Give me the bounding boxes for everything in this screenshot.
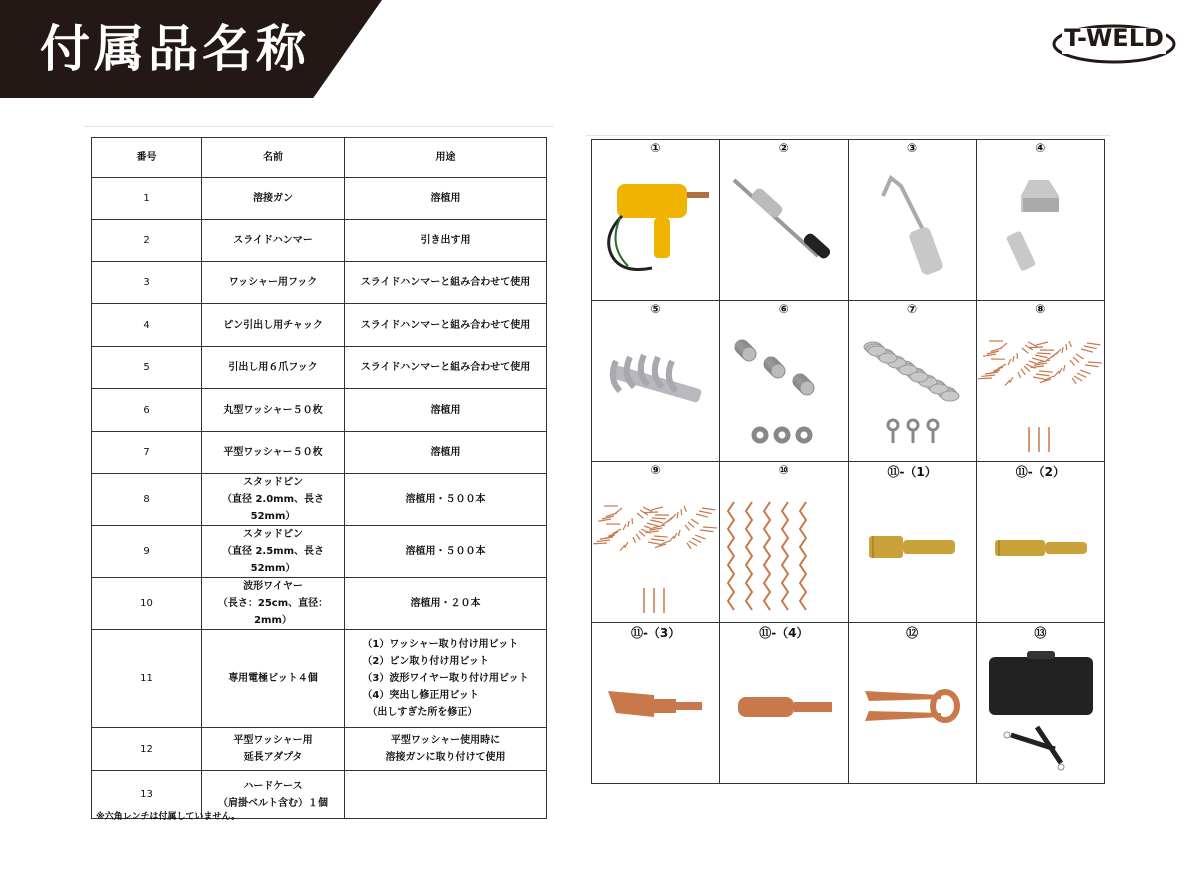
usage-line: 溶植用 [430, 447, 461, 458]
usage-line: 平型ワッシャー使用時に [390, 735, 501, 746]
table-row [92, 178, 547, 220]
electrode-bit-icon [720, 639, 847, 783]
accessory-photo-cell [977, 462, 1105, 623]
photo-label: ⑪-（2） [1015, 465, 1066, 479]
table-row [92, 578, 547, 630]
table-row [92, 220, 547, 262]
row-name [202, 526, 345, 578]
page-title: 付属品名称 [40, 20, 310, 78]
name-line: 平型ワッシャー５０枚 [223, 447, 323, 458]
divider [84, 126, 554, 127]
name-line: ピン引出し用チャック [223, 319, 323, 331]
table-header-row [92, 138, 547, 178]
name-line: 平型ワッシャー用 [233, 735, 313, 746]
row-name [202, 432, 345, 474]
usage-line: スライドハンマーと組み合わせて使用 [360, 362, 531, 373]
row-usage [345, 347, 547, 389]
name-line: 波形ワイヤー [243, 581, 303, 592]
table-row [92, 262, 547, 304]
row-number: 12 [92, 728, 202, 771]
wave-wire-icon [720, 478, 847, 622]
row-number: 13 [92, 771, 202, 819]
row-name [202, 474, 345, 526]
usage-line: 溶植用・２０本 [410, 598, 481, 609]
usage-line: 溶植用・５００本 [405, 546, 486, 557]
table-row [92, 728, 547, 771]
usage-line: スライドハンマーと組み合わせて使用 [360, 319, 531, 331]
footnote: ※六角レンチは付属していません。 [96, 812, 241, 822]
accessory-photo-cell [977, 301, 1105, 462]
row-usage [345, 304, 547, 347]
accessory-table [91, 137, 547, 819]
name-line: （直径 2.5mm、長さ 52mm） [221, 546, 325, 574]
pin-chuck-icon [977, 156, 1104, 300]
table-row [92, 304, 547, 347]
row-name [202, 178, 345, 220]
accessory-photo-cell [720, 301, 848, 462]
name-line: スライドハンマー [233, 235, 313, 246]
photo-label: ⑬ [1034, 626, 1047, 640]
row-number: 5 [92, 347, 202, 389]
usage-list-item: （3）波形ワイヤー取り付け用ビット [362, 673, 529, 684]
usage-list-item: （出しすぎた所を修正） [362, 707, 478, 718]
usage-line: 溶植用 [430, 404, 461, 416]
usage-line: 溶植用・５００本 [405, 494, 486, 505]
photo-label: ③ [907, 141, 918, 155]
row-name [202, 578, 345, 630]
table-row [92, 526, 547, 578]
row-usage [345, 771, 547, 819]
row-name [202, 630, 345, 728]
row-name [202, 389, 345, 432]
photo-label: ⑦ [907, 302, 918, 316]
usage-line: 溶接ガンに取り付けて使用 [385, 752, 506, 763]
photo-label: ⑨ [650, 463, 661, 477]
accessory-photo-cell [849, 623, 977, 784]
accessory-photo-cell [977, 140, 1105, 301]
row-usage [345, 389, 547, 432]
flat-washers-icon [849, 317, 976, 461]
row-number: 2 [92, 220, 202, 262]
row-name [202, 728, 345, 771]
row-usage [345, 728, 547, 771]
usage-line: 溶植用 [430, 193, 461, 204]
accessory-photo-cell [720, 140, 848, 301]
row-usage [345, 432, 547, 474]
accessory-photo-cell [592, 462, 720, 623]
name-line: 延長アダプタ [243, 752, 303, 763]
welding-gun-icon [592, 156, 719, 300]
slide-hammer-icon [720, 156, 847, 300]
photo-label: ⑪-（3） [630, 626, 681, 640]
accessory-photo-cell [849, 462, 977, 623]
header-number: 番号 [92, 138, 202, 178]
name-line: （肩掛ベルト含む）１個 [218, 797, 328, 809]
row-number: 11 [92, 630, 202, 728]
usage-line: スライドハンマーと組み合わせて使用 [360, 277, 531, 288]
logo-text: T-WELD [1064, 24, 1164, 52]
table-row [92, 347, 547, 389]
row-usage [345, 262, 547, 304]
row-number: 3 [92, 262, 202, 304]
row-usage [345, 630, 547, 728]
photo-label: ④ [1035, 141, 1046, 155]
accessory-photo-cell [720, 462, 848, 623]
six-claw-hook-icon [592, 317, 719, 461]
row-number: 10 [92, 578, 202, 630]
accessory-photo-cell [592, 301, 720, 462]
round-washers-icon [720, 317, 847, 461]
row-name [202, 262, 345, 304]
electrode-bit-icon [849, 478, 976, 622]
row-number: 7 [92, 432, 202, 474]
usage-list-item: （2）ピン取り付け用ビット [362, 656, 489, 667]
photo-label: ⑫ [906, 626, 919, 640]
adapter-icon [849, 639, 976, 783]
brand-logo [1052, 22, 1176, 66]
usage-list-item: （4）突出し修正用ビット [362, 690, 479, 701]
stud-pins-icon [592, 478, 719, 622]
name-line: ワッシャー用フック [228, 277, 318, 288]
washer-hook-icon [849, 156, 976, 300]
electrode-bit-icon [977, 478, 1104, 622]
usage-line: 引き出す用 [420, 235, 471, 246]
name-line: 引出し用６爪フック [228, 362, 318, 373]
table-row [92, 474, 547, 526]
accessory-photo-cell [849, 301, 977, 462]
name-line: スタッドピン [243, 529, 303, 540]
header-usage: 用途 [345, 138, 547, 178]
usage-list-item: （1）ワッシャー取り付け用ビット [362, 639, 519, 650]
row-number: 4 [92, 304, 202, 347]
hard-case-icon [977, 639, 1104, 783]
row-usage [345, 220, 547, 262]
row-number: 9 [92, 526, 202, 578]
table-row [92, 389, 547, 432]
row-usage [345, 178, 547, 220]
row-number: 8 [92, 474, 202, 526]
accessory-photo-grid [591, 139, 1105, 784]
divider [586, 135, 1110, 136]
row-usage [345, 578, 547, 630]
row-name [202, 347, 345, 389]
accessory-photo-cell [592, 623, 720, 784]
photo-label: ⑪-（1） [887, 465, 937, 479]
name-line: ハードケース [243, 780, 303, 792]
header-name: 名前 [202, 138, 345, 178]
row-usage [345, 526, 547, 578]
name-line: 専用電極ビット４個 [228, 673, 318, 684]
name-line: スタッドピン [243, 477, 303, 488]
table-row [92, 630, 547, 728]
row-usage [345, 474, 547, 526]
photo-label: ⑤ [650, 302, 661, 316]
photo-label: ① [650, 141, 661, 155]
photo-label: ② [778, 141, 789, 155]
photo-label: ⑩ [778, 463, 789, 477]
accessory-photo-cell [592, 140, 720, 301]
row-name [202, 304, 345, 347]
row-name [202, 220, 345, 262]
name-line: （直径 2.0mm、長さ 52mm） [221, 494, 325, 522]
accessory-photo-cell [849, 140, 977, 301]
photo-label: ⑪-（4） [759, 626, 809, 640]
name-line: 丸型ワッシャー５０枚 [223, 404, 323, 416]
accessory-photo-cell [977, 623, 1105, 784]
stud-pins-icon [977, 317, 1104, 461]
row-number: 1 [92, 178, 202, 220]
photo-label: ⑥ [778, 302, 789, 316]
photo-label: ⑧ [1035, 302, 1046, 316]
row-number: 6 [92, 389, 202, 432]
electrode-bit-icon [592, 639, 719, 783]
accessory-photo-cell [720, 623, 848, 784]
table-row [92, 432, 547, 474]
name-line: （長さ：25cm、直径：2mm） [217, 598, 329, 626]
name-line: 溶接ガン [253, 193, 293, 204]
